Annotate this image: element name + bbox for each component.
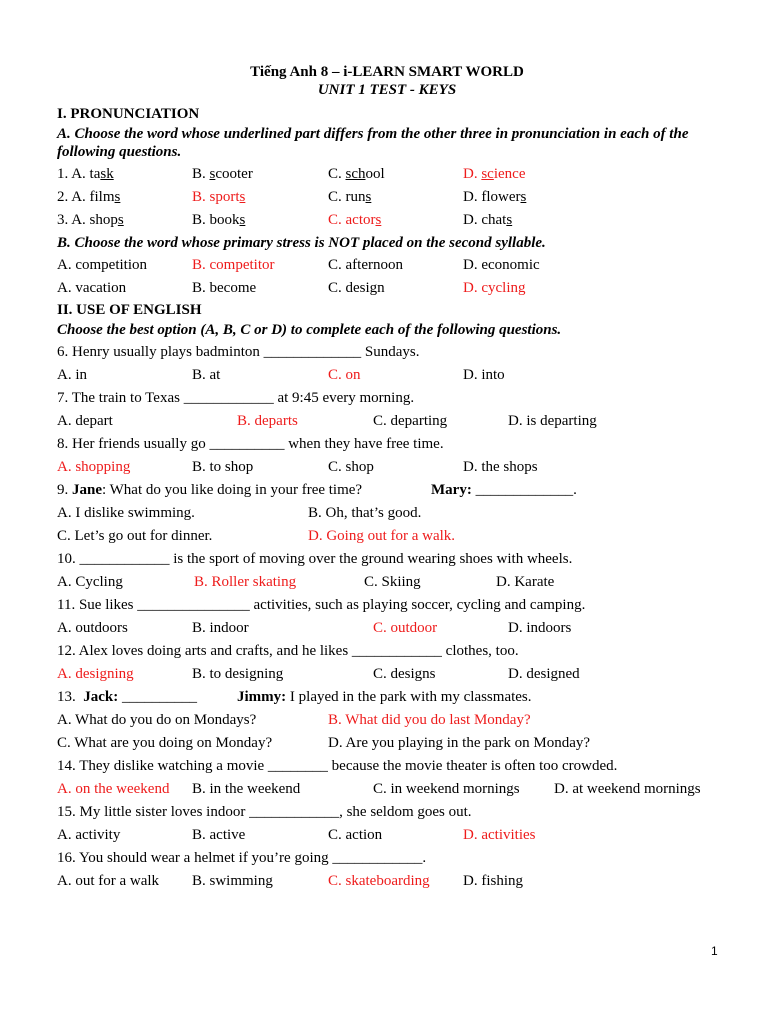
q9-option-a: A. I dislike swimming. <box>57 505 195 521</box>
q5-option-b: B. become <box>192 280 257 296</box>
document-subtitle: UNIT 1 TEST - KEYS <box>317 82 457 98</box>
q10-option-a: A. Cycling <box>57 574 123 590</box>
q6-option-a: A. in <box>57 367 87 383</box>
q14-option-a: A. on the weekend <box>57 781 170 797</box>
q12-option-b: B. to designing <box>192 666 284 682</box>
q5-option-a: A. vacation <box>57 280 127 296</box>
use-of-english-instruction: Choose the best option (A, B, C or D) to complete each of the following questions. <box>57 322 562 338</box>
q3-option-d: D. chats <box>463 212 513 228</box>
question-14-options <box>57 778 717 801</box>
q2-option-d: D. flowers <box>463 189 527 205</box>
q16-option-d: D. fishing <box>463 873 523 889</box>
q15-option-b: B. active <box>192 827 246 843</box>
q16-option-b: B. swimming <box>192 873 273 889</box>
q9-speaker-jane: Jane <box>72 482 102 498</box>
q13-dialog-jack: 13. Jack: __________ <box>57 689 197 705</box>
q5-option-d: D. cycling <box>463 280 526 296</box>
page-number: 1 <box>711 944 718 958</box>
question-7-stem: 7. The train to Texas ____________ at 9:45 every morning. <box>57 390 415 406</box>
q4-option-a: A. competition <box>57 257 147 273</box>
question-9-options-ab <box>57 502 717 525</box>
q12-option-a: A. designing <box>57 666 134 682</box>
q13-dialog-jimmy: Jimmy: I played in the park with my classmates. <box>237 689 532 705</box>
q1-option-c: C. school <box>328 166 385 182</box>
q4-option-d: D. economic <box>463 257 540 273</box>
q6-option-d: D. into <box>463 367 505 383</box>
question-12-options <box>57 663 717 686</box>
q8-option-a: A. shopping <box>57 459 131 475</box>
q12-option-d: D. designed <box>508 666 580 682</box>
q7-option-a: A. depart <box>57 413 113 429</box>
q2-option-a: 2. A. films <box>57 189 121 205</box>
question-10-stem: 10. ____________ is the sport of moving over the ground wearing shoes with wheels. <box>57 551 573 567</box>
q5-option-c: C. design <box>328 280 385 296</box>
question-8-stem: 8. Her friends usually go __________ when they have free time. <box>57 436 444 452</box>
question-10-options <box>57 571 717 594</box>
question-7-options <box>57 410 717 433</box>
question-6-stem: 6. Henry usually plays badminton _____________ Sundays. <box>57 344 420 360</box>
q10-option-c: C. Skiing <box>364 574 421 590</box>
q9-speaker-mary: Mary: <box>431 482 472 498</box>
question-9-stem <box>57 479 717 502</box>
question-11-options <box>57 617 717 640</box>
q11-option-d: D. indoors <box>508 620 572 636</box>
q4-option-c: C. afternoon <box>328 257 403 273</box>
q7-option-d: D. is departing <box>508 413 597 429</box>
question-2 <box>57 186 717 209</box>
test-page <box>57 63 717 893</box>
q7-option-c: C. departing <box>373 413 448 429</box>
question-13-stem <box>57 686 717 709</box>
question-4 <box>57 254 717 277</box>
q4-option-b: B. competitor <box>192 257 275 273</box>
document-title: Tiếng Anh 8 – i-LEARN SMART WORLD <box>250 64 524 80</box>
section-pronunciation-heading: I. PRONUNCIATION <box>57 106 200 122</box>
q3-option-c: C. actors <box>328 212 382 228</box>
q12-option-c: C. designs <box>373 666 436 682</box>
q13-option-c: C. What are you doing on Monday? <box>57 735 273 751</box>
q9-option-d: D. Going out for a walk. <box>308 528 456 544</box>
q16-option-c: C. skateboarding <box>328 873 430 889</box>
q9-option-b: B. Oh, that’s good. <box>308 505 422 521</box>
pronunciation-questions <box>57 163 717 232</box>
q9-dialog-jane: 9. Jane: What do you like doing in your free time? <box>57 482 363 498</box>
question-6-options <box>57 364 717 387</box>
question-14-stem: 14. They dislike watching a movie ________ because the movie theater is often too crowded. <box>57 758 618 774</box>
q13-option-b: B. What did you do last Monday? <box>328 712 531 728</box>
question-15-stem: 15. My little sister loves indoor ____________, she seldom goes out. <box>57 804 472 820</box>
pronunciation-part-a-instruction: A. Choose the word whose underlined part differs from the other three in pronunciation in each of the following questions. <box>57 126 689 160</box>
question-16-options <box>57 870 717 893</box>
q10-option-b: B. Roller skating <box>194 574 297 590</box>
q2-option-c: C. runs <box>328 189 372 205</box>
q8-option-d: D. the shops <box>463 459 538 475</box>
q16-option-a: A. out for a walk <box>57 873 160 889</box>
q9-dialog-mary: Mary: _____________. <box>431 482 577 498</box>
question-8-options <box>57 456 717 479</box>
q7-option-b: B. departs <box>237 413 298 429</box>
q3-option-a: 3. A. shops <box>57 212 124 228</box>
q13-option-d: D. Are you playing in the park on Monday? <box>328 735 591 751</box>
question-11-stem: 11. Sue likes _______________ activities, such as playing soccer, cycling and camping. <box>57 597 586 613</box>
q1-option-b: B. scooter <box>192 166 253 182</box>
section-use-of-english-heading: II. USE OF ENGLISH <box>57 302 202 318</box>
q2-option-b: B. sports <box>192 189 246 205</box>
q13-speaker-jack: Jack: <box>83 689 119 705</box>
q13-speaker-jimmy: Jimmy: <box>237 689 287 705</box>
q13-option-a: A. What do you do on Mondays? <box>57 712 257 728</box>
q15-option-a: A. activity <box>57 827 121 843</box>
question-16-stem: 16. You should wear a helmet if you’re going ____________. <box>57 850 427 866</box>
q8-option-c: C. shop <box>328 459 374 475</box>
pronunciation-part-b-instruction: B. Choose the word whose primary stress is NOT placed on the second syllable. <box>57 235 546 251</box>
question-15-options <box>57 824 717 847</box>
q14-option-d: D. at weekend mornings <box>554 781 701 797</box>
q11-option-a: A. outdoors <box>57 620 128 636</box>
q8-option-b: B. to shop <box>192 459 254 475</box>
q14-option-b: B. in the weekend <box>192 781 301 797</box>
question-1 <box>57 163 717 186</box>
q14-option-c: C. in weekend mornings <box>373 781 520 797</box>
q11-option-b: B. indoor <box>192 620 249 636</box>
question-3 <box>57 209 717 232</box>
q15-option-d: D. activities <box>463 827 536 843</box>
question-5 <box>57 277 717 300</box>
q1-option-d: D. science <box>463 166 526 182</box>
q3-option-b: B. books <box>192 212 246 228</box>
q15-option-c: C. action <box>328 827 383 843</box>
q6-option-c: C. on <box>328 367 361 383</box>
q10-option-d: D. Karate <box>496 574 555 590</box>
q11-option-c: C. outdoor <box>373 620 438 636</box>
question-9-options-cd <box>57 525 717 548</box>
question-12-stem: 12. Alex loves doing arts and crafts, and he likes ____________ clothes, too. <box>57 643 519 659</box>
q6-option-b: B. at <box>192 367 221 383</box>
question-13-options-ab <box>57 709 717 732</box>
q1-option-a: 1. A. task <box>57 166 114 182</box>
q9-option-c: C. Let’s go out for dinner. <box>57 528 213 544</box>
question-13-options-cd <box>57 732 717 755</box>
